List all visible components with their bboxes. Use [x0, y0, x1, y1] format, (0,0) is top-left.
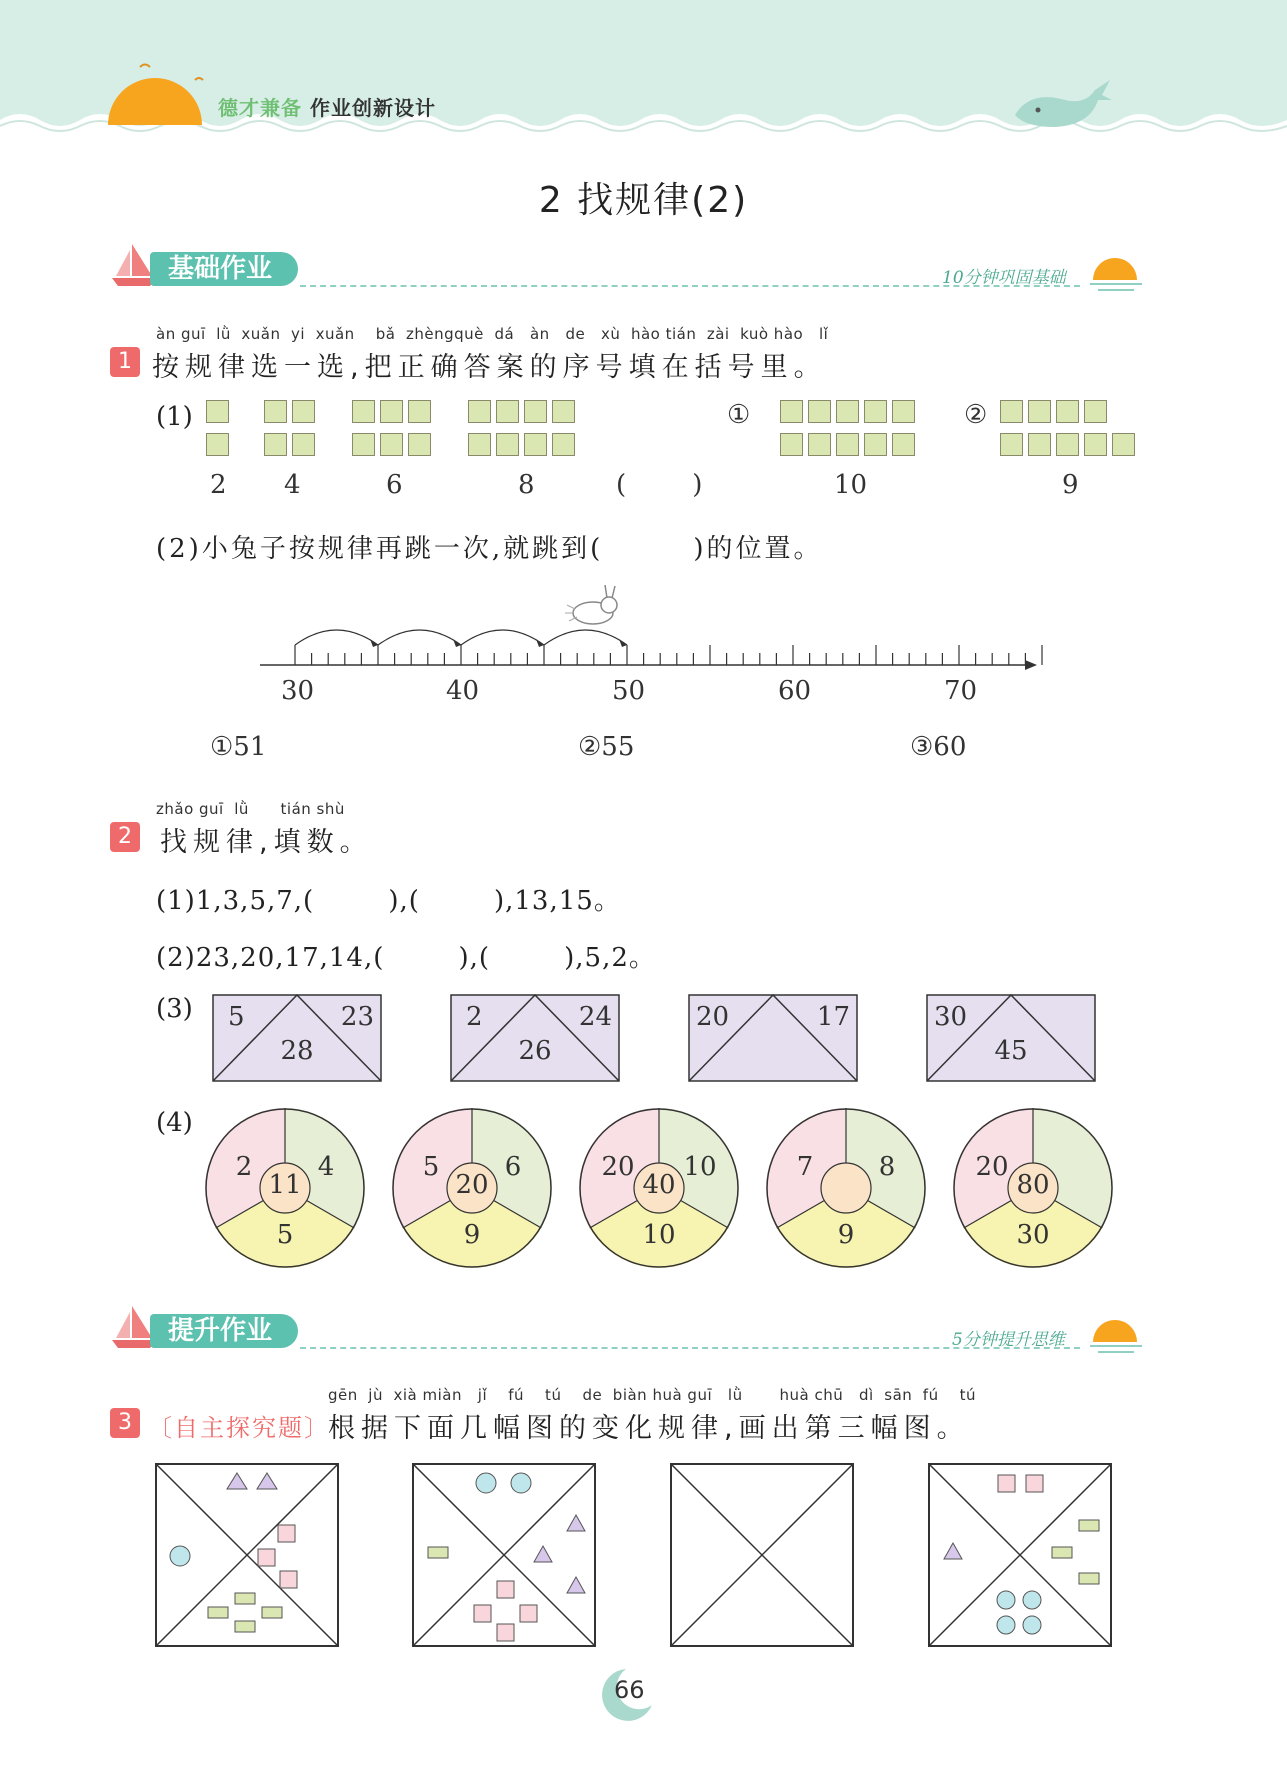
section-basic-note: 10分钟巩固基础 [942, 268, 1066, 288]
envelope-2-bottom: 26 [518, 1036, 552, 1066]
q1-p2-option-3: ③60 [910, 732, 967, 762]
envelope-3-left: 20 [696, 1002, 730, 1032]
wheel-5-left: 20 [975, 1152, 1009, 1182]
q2-p1: (1)1,3,5,7,( ),( ),13,15。 [156, 886, 621, 916]
nl-jump-arrow [453, 639, 461, 647]
nl-label-40: 40 [446, 676, 480, 706]
wheel-1-right: 4 [317, 1152, 335, 1182]
nl-jump-arrow [619, 639, 627, 647]
option-2-mark: ② [964, 400, 988, 430]
pattern-box-2 [412, 1463, 602, 1653]
wheel-1-left: 2 [235, 1152, 253, 1182]
pattern-box-3-blank[interactable] [670, 1463, 860, 1653]
section-basic-label: 基础作业 [150, 252, 298, 286]
value-6: 6 [386, 470, 403, 500]
nl-label-60: 60 [778, 676, 812, 706]
section-advance-label: 提升作业 [150, 1314, 298, 1348]
brand [218, 92, 436, 121]
wheel-5-center: 80 [1016, 1170, 1050, 1200]
q1-text: 按规律选一选,把正确答案的序号填在括号里。 [152, 352, 827, 383]
wheel-2 [392, 1108, 552, 1268]
pattern-box-4 [928, 1463, 1118, 1653]
wheel-3-right: 10 [683, 1152, 717, 1182]
wheel-4-left: 7 [796, 1152, 814, 1182]
rabbit-icon [565, 585, 617, 624]
brand-sub: 作业创新设计 [310, 96, 436, 120]
envelope-1-right: 23 [340, 1002, 374, 1032]
nl-jump-arc [378, 630, 461, 645]
q2-text: 找规律,填数。 [160, 827, 373, 858]
value-4: 4 [284, 470, 301, 500]
option-1-mark: ① [727, 400, 751, 430]
q1-p2-option-2: ②55 [578, 732, 635, 762]
wheel-3-center: 40 [642, 1170, 676, 1200]
envelope-4 [926, 994, 1096, 1082]
nl-label-50: 50 [612, 676, 646, 706]
brand-main: 德才兼备 [218, 96, 302, 120]
envelope-1-left: 5 [228, 1002, 245, 1032]
sun-icon [100, 55, 210, 130]
envelope-1 [212, 994, 382, 1082]
nl-jump-arrow [536, 639, 544, 647]
q1-pinyin: àn guī lǜ xuǎn yi xuǎn bǎ zhèngquè dá àn de xù hào tián zài kuò hào lǐ [156, 325, 829, 343]
wheel-4-right: 8 [878, 1152, 896, 1182]
wheel-5-bottom: 30 [1016, 1220, 1050, 1250]
wheel-2-right: 6 [504, 1152, 522, 1182]
wheel-3-bottom: 10 [642, 1220, 676, 1250]
section-advance-note: 5分钟提升思维 [952, 1330, 1065, 1350]
whale-icon [1010, 75, 1115, 135]
envelope-2-left: 2 [466, 1002, 483, 1032]
wheel-1-center: 11 [268, 1170, 302, 1200]
nl-label-70: 70 [944, 676, 978, 706]
small-sun-icon-2 [1090, 1312, 1145, 1357]
q2-p2: (2)23,20,17,14,( ),( ),5,2。 [156, 943, 656, 973]
wheel-4-bottom: 9 [837, 1220, 855, 1250]
envelope-1-bottom: 28 [280, 1036, 314, 1066]
answer-blank[interactable]: ( ) [616, 470, 703, 500]
q3-number: 3 [110, 1408, 140, 1438]
wheel-3 [579, 1108, 739, 1268]
q2-p3-label: (3) [156, 994, 193, 1024]
q1-p2-option-1: ①51 [210, 732, 267, 762]
q2-p4-label: (4) [156, 1108, 193, 1138]
wheel-2-left: 5 [422, 1152, 440, 1182]
q3-pinyin: gēn jù xià miàn jǐ fú tú de biàn huà guī lǜ huà chū dì sān fú tú [328, 1386, 977, 1404]
envelope-3 [688, 994, 858, 1082]
envelope-2-right: 24 [578, 1002, 612, 1032]
wheel-3-left: 20 [601, 1152, 635, 1182]
q1-p1-label: (1) [156, 402, 193, 432]
small-sun-icon [1090, 250, 1145, 295]
nl-jump-arc [461, 630, 544, 645]
wheel-4 [766, 1108, 926, 1268]
value-8: 8 [518, 470, 535, 500]
pattern-box-1 [155, 1463, 345, 1653]
nl-label-30: 30 [281, 676, 315, 706]
envelope-4-bottom: 45 [994, 1036, 1028, 1066]
q2-pinyin: zhǎo guī lǜ tián shù [156, 800, 345, 818]
nl-jump-arrow [370, 639, 378, 647]
number-line [255, 585, 1045, 680]
q1-number: 1 [110, 347, 140, 377]
wheel-5 [953, 1108, 1113, 1268]
wheel-2-center: 20 [455, 1170, 489, 1200]
q3-tag: 〔自主探究题〕 [148, 1414, 330, 1442]
envelope-4-left: 30 [934, 1002, 968, 1032]
q3-text: 根据下面几幅图的变化规律,画出第三幅图。 [328, 1413, 970, 1444]
nl-jump-arc [544, 630, 627, 645]
option-2-value: 9 [1062, 470, 1079, 500]
envelope-3-right: 17 [816, 1002, 850, 1032]
wheel-2-bottom: 9 [463, 1220, 481, 1250]
nl-jump-arc [295, 630, 378, 645]
q2-number: 2 [110, 822, 140, 852]
value-2: 2 [210, 470, 227, 500]
page-title: 2 找规律(2) [538, 180, 749, 221]
page-number: 66 [614, 1676, 645, 1704]
option-1-value: 10 [834, 470, 868, 500]
envelope-2 [450, 994, 620, 1082]
q1-p2-text: (2)小兔子按规律再跳一次,就跳到( )的位置。 [156, 534, 823, 564]
wheel-1 [205, 1108, 365, 1268]
wheel-1-bottom: 5 [276, 1220, 294, 1250]
